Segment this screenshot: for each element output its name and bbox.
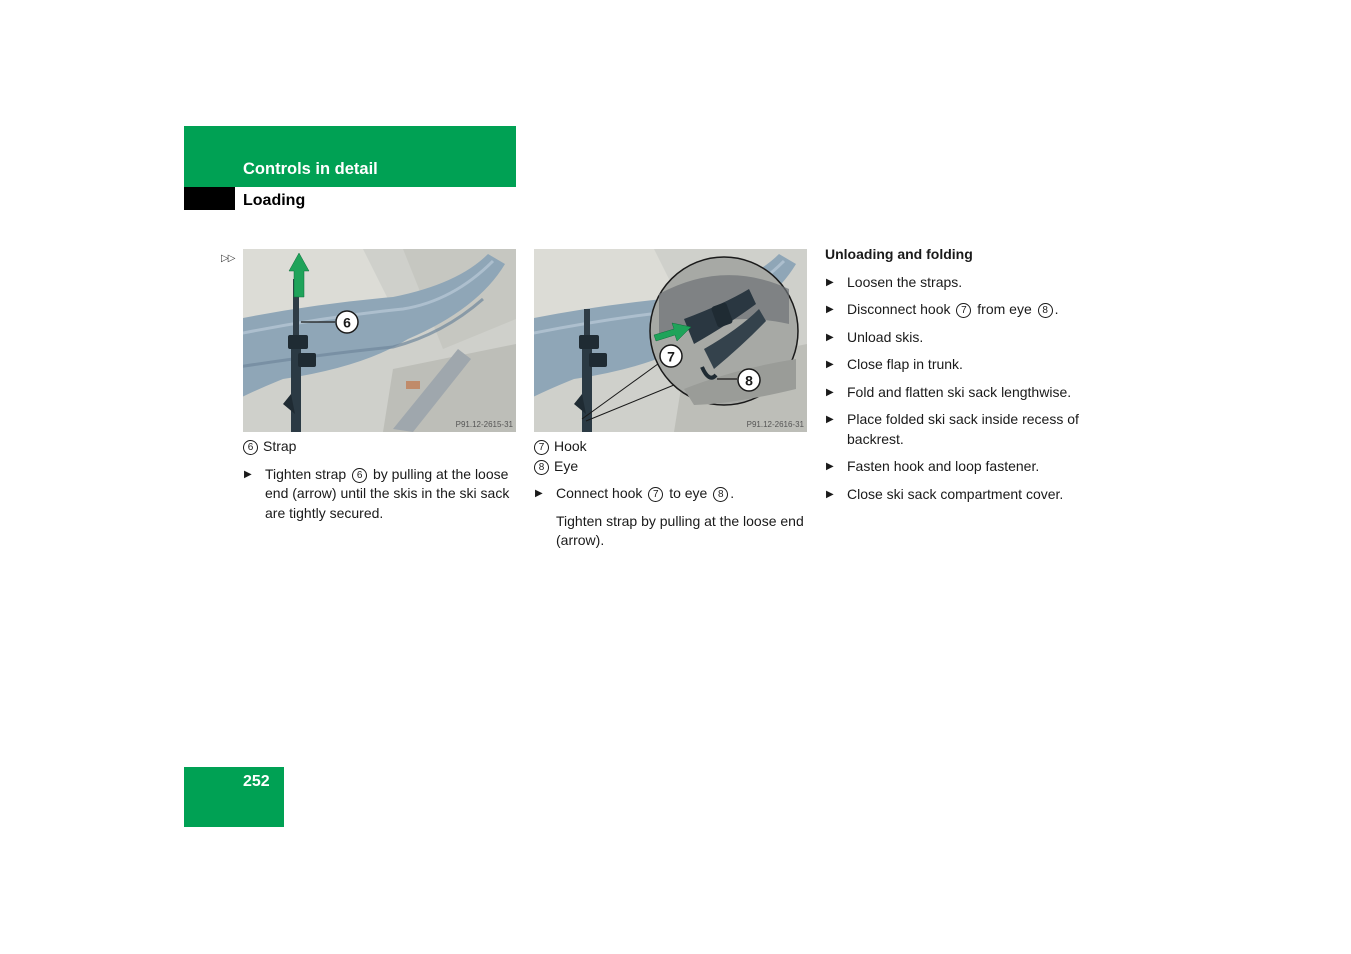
step-text: Tighten strap (265, 465, 347, 482)
bullet-arrow-icon: ▶ (826, 359, 834, 370)
instruction-step (825, 273, 1115, 293)
instruction-step (825, 410, 1115, 449)
legend-item (534, 437, 814, 457)
instruction-step (825, 485, 1115, 505)
callout-number-8: 8 (534, 460, 549, 475)
step-text: Close flap in trunk. (847, 356, 963, 372)
legend-item (534, 457, 814, 477)
legend-label: Eye (554, 457, 579, 474)
step-text: by pulling at the loose end (arrow) until the skis in the ski sack are tightly secured. (265, 465, 510, 521)
bullet-arrow-icon: ▶ (826, 276, 834, 288)
bullet-arrow-icon: ▶ (826, 386, 834, 398)
step-text: . (1054, 301, 1059, 317)
bullet-arrow-icon: ▶ (826, 331, 834, 343)
figure-strap (243, 249, 516, 432)
section-title: Controls in detail (243, 160, 378, 178)
step-text: to eye (669, 485, 708, 501)
step-text: from eye (977, 301, 1032, 317)
column-hook (534, 437, 814, 551)
step-text: . (730, 485, 735, 501)
step-text: Loosen the straps. (847, 273, 963, 290)
subsection-title: Loading (243, 192, 306, 209)
step-text: Connect hook (556, 485, 643, 501)
page-number: 252 (243, 773, 270, 790)
instruction-step (825, 300, 1115, 320)
instruction-note: Tighten strap by pulling at the loose end (arrow). (556, 512, 804, 548)
step-text: Unload skis. (847, 328, 924, 345)
callout-6: 6 (343, 314, 351, 331)
instruction-step (534, 484, 814, 504)
step-text: Place folded ski sack inside recess of backrest. (847, 411, 1079, 447)
bullet-arrow-icon: ▶ (826, 488, 834, 500)
header-tab-marker (184, 187, 235, 210)
callout-number-6: 6 (243, 440, 258, 455)
bullet-arrow-icon: ▶ (535, 488, 543, 499)
bullet-arrow-icon: ▶ (826, 414, 834, 425)
callout-number-8: 8 (1038, 303, 1053, 318)
figure-code: P91.12-2615-31 (455, 420, 513, 429)
figure-hook-eye-illustration (534, 249, 807, 432)
callout-number-6: 6 (352, 468, 367, 483)
bullet-arrow-icon: ▶ (244, 468, 252, 480)
legend-label: Hook (554, 438, 587, 454)
bullet-arrow-icon: ▶ (826, 304, 834, 315)
callout-number-7: 7 (648, 487, 663, 502)
step-text: Close ski sack compartment cover. (847, 485, 1064, 502)
instruction-step (825, 457, 1115, 477)
column-unloading (825, 245, 1115, 504)
column-strap (243, 437, 523, 523)
instruction-step (825, 328, 1115, 348)
instruction-step (243, 465, 523, 524)
step-text: Fasten hook and loop fastener. (847, 458, 1040, 474)
section-heading: Unloading and folding (825, 246, 973, 262)
legend-label: Strap (263, 438, 297, 454)
figure-hook-eye (534, 249, 807, 432)
legend-item (243, 437, 523, 457)
callout-number-7: 7 (534, 440, 549, 455)
callout-8: 8 (745, 372, 753, 389)
continued-marker-icon: ▷▷ (221, 253, 235, 264)
figure-strap-illustration (243, 249, 516, 432)
figure-code: P91.12-2616-31 (746, 420, 804, 429)
instruction-step (825, 355, 1115, 375)
step-text: Disconnect hook (847, 301, 951, 317)
step-text: Fold and flatten ski sack lengthwise. (847, 383, 1072, 400)
bullet-arrow-icon: ▶ (826, 461, 834, 472)
callout-number-7: 7 (956, 303, 971, 318)
callout-7: 7 (667, 348, 675, 365)
callout-number-8: 8 (713, 487, 728, 502)
instruction-step (825, 383, 1115, 403)
